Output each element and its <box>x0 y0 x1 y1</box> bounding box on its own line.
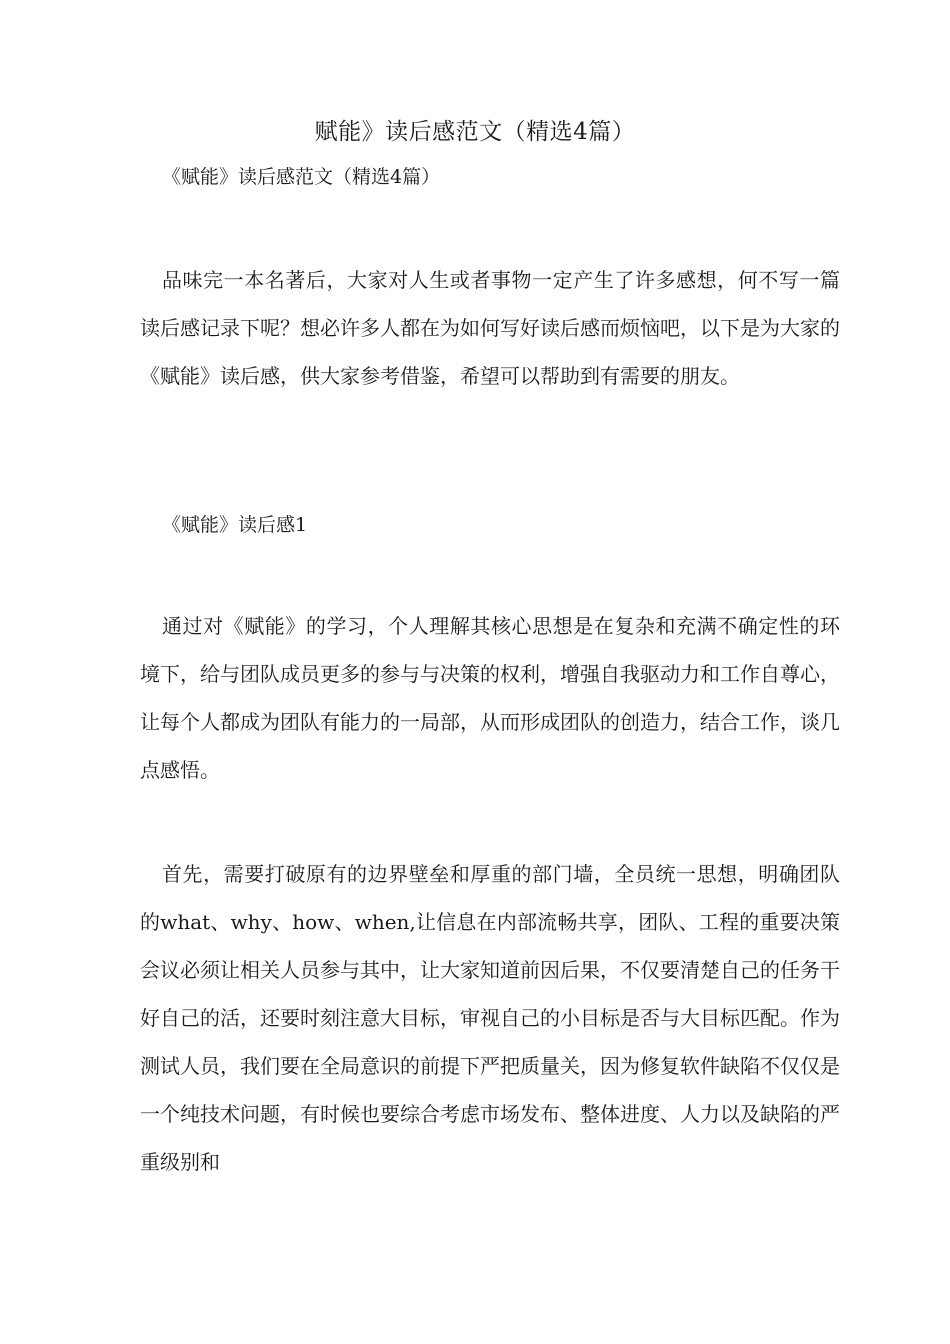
section1-paragraph-1: 通过对《赋能》的学习，个人理解其核心思想是在复杂和充满不确定性的环境下，给与团队成员更多的参与与决策的权利，增强自我驱动力和工作自尊心，让每个人都成为团队有能力的一局部，从而形成团队的创造力，结合工作，谈几点感悟。 <box>140 614 840 782</box>
intro-paragraph: 品味完一本名著后，大家对人生或者事物一定产生了许多感想，何不写一篇读后感记录下呢？想必许多人都在为如何写好读后感而烦恼吧，以下是为大家的《赋能》读后感，供大家参考借鉴，希望可以帮助到有需要的朋友。 <box>140 268 840 388</box>
section-heading-1: 《赋能》读后感1 <box>162 514 308 536</box>
document-title: 赋能》读后感范文（精选4篇） <box>314 119 636 145</box>
document-subtitle: 《赋能》读后感范文（精选4篇） <box>162 166 441 188</box>
section1-paragraph-2: 首先，需要打破原有的边界壁垒和厚重的部门墙，全员统一思想，明确团队的what、why、how、when,让信息在内部流畅共享，团队、工程的重要决策会议必须让相关人员参与其中，让大家知道前因后果，不仅要清楚自己的任务干好自己的活，还要时刻注意大目标，审视自己的小目标是否与大目标匹配。作为测试人员，我们要在全局意识的前提下严把质量关，因为修复软件缺陷不仅仅是一个纯技术问题，有时候也要综合考虑市场发布、整体进度、人力以及缺陷的严重级别和 <box>140 862 840 1174</box>
